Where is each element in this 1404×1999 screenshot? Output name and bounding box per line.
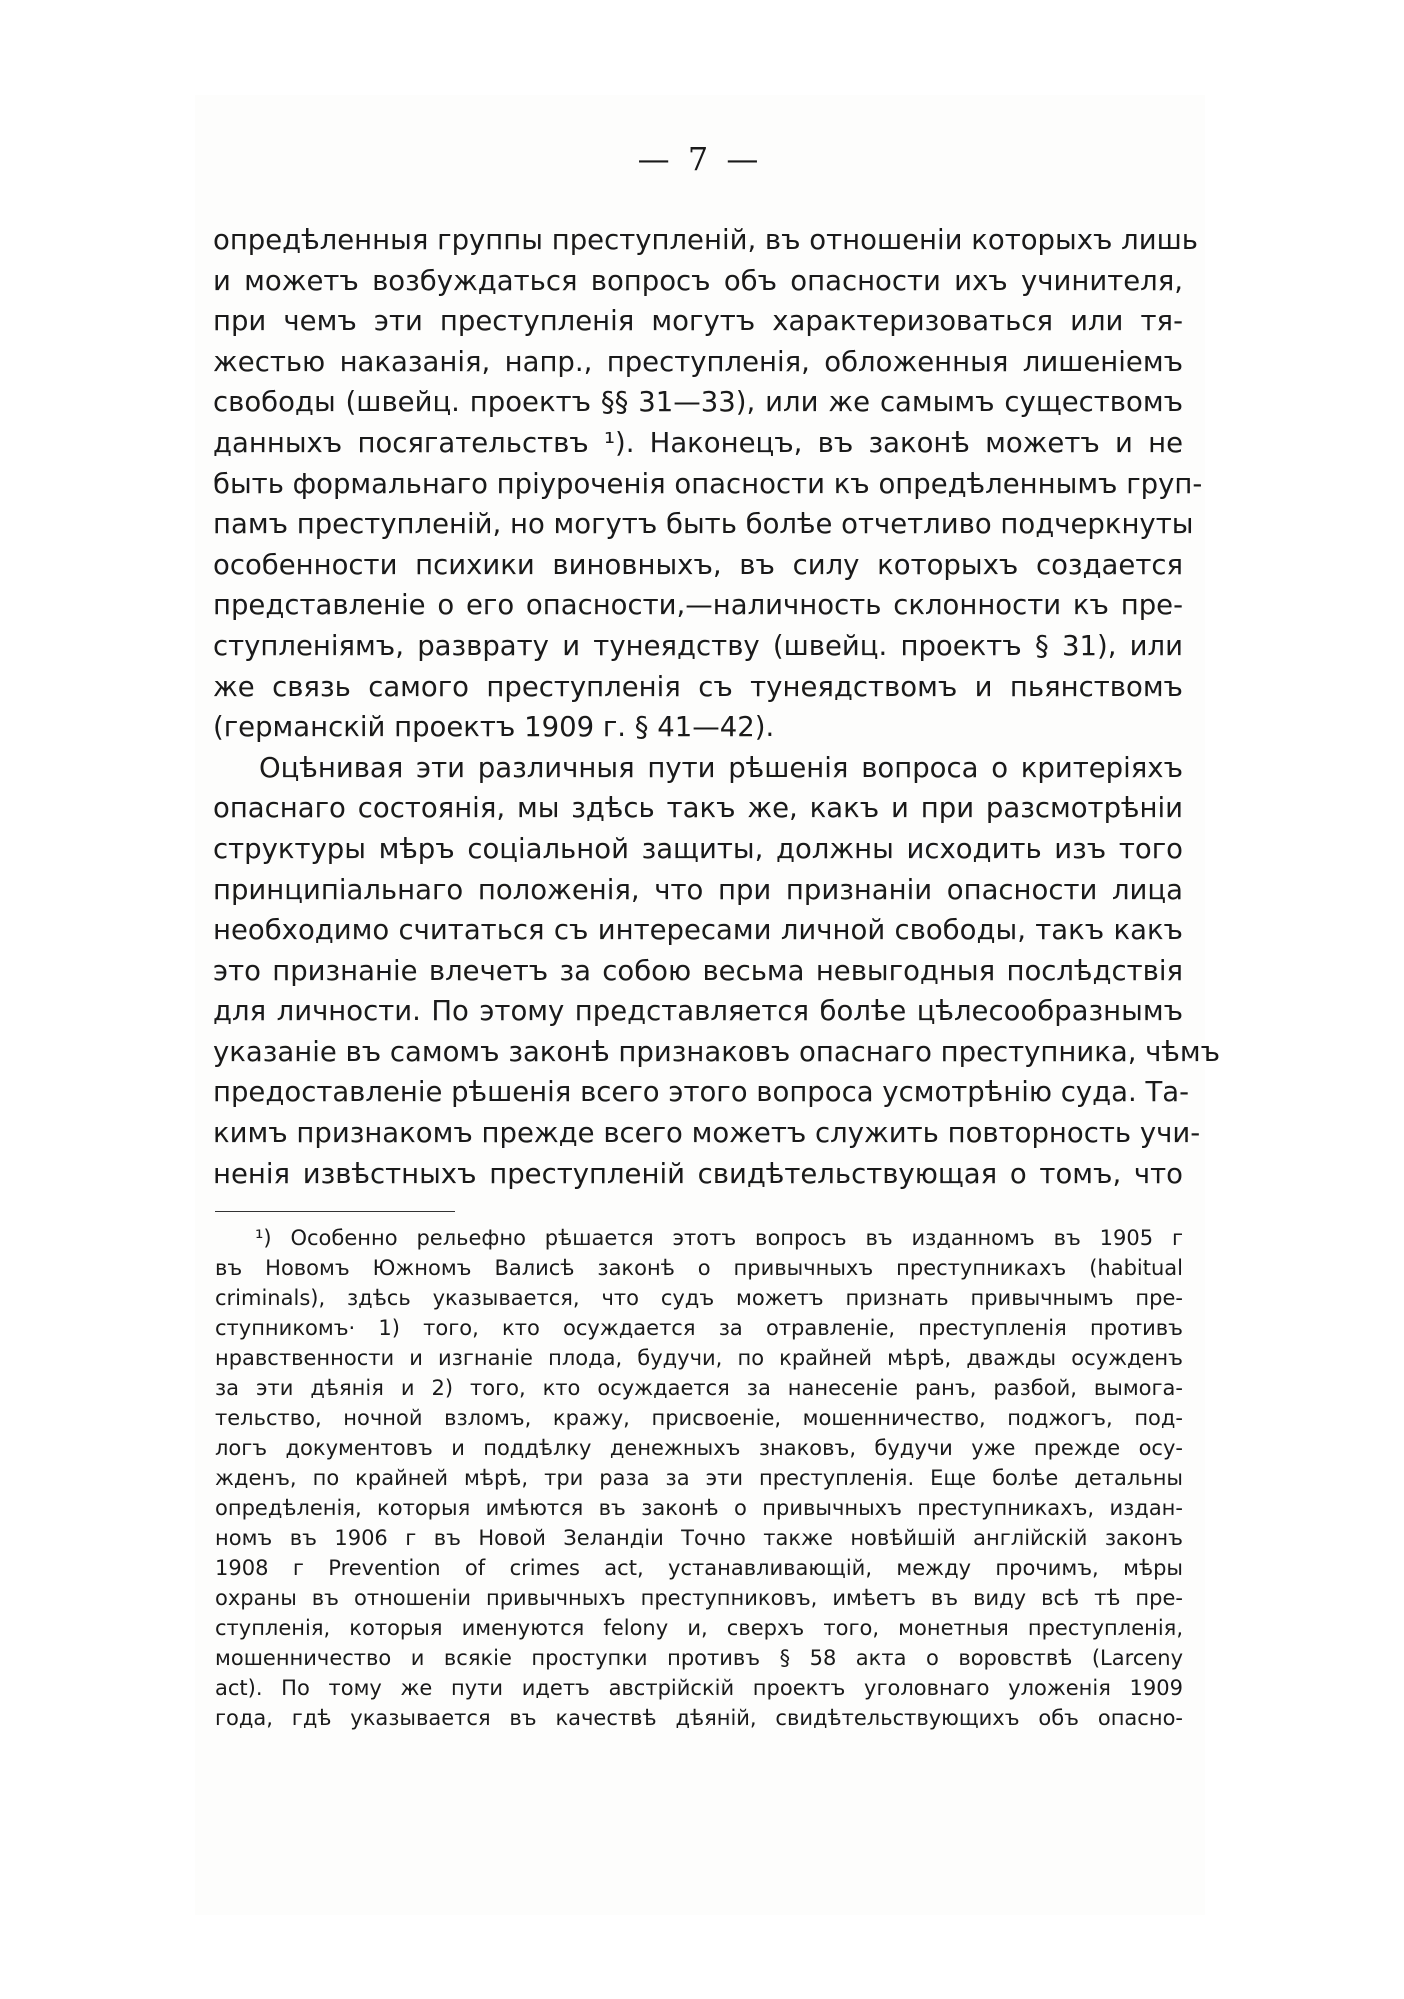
text-line: указаніе въ самомъ законѣ признаковъ опаснаго преступника, чѣмъ: [213, 1035, 1221, 1068]
footnote-line: ступникомъ· 1) того, кто осуждается за отравленіе, преступленія противъ: [215, 1316, 1183, 1340]
footnote-line: логъ документовъ и поддѣлку денежныхъ знаковъ, будучи уже прежде осу-: [215, 1436, 1183, 1460]
footnote-line: охраны въ отношеніи привычныхъ преступниковъ, имѣетъ въ виду всѣ тѣ пре-: [215, 1586, 1183, 1610]
text-line: предоставленіе рѣшенія всего этого вопроса усмотрѣнію суда. Та-: [213, 1076, 1190, 1109]
text-line: и можетъ возбуждаться вопросъ объ опасности ихъ учинителя,: [213, 264, 1183, 297]
text-line: памъ преступленій, но могутъ быть болѣе отчетливо подчеркнуты: [213, 508, 1194, 541]
text-line: представленіе о его опасности,—наличность склонности къ пре-: [213, 589, 1183, 622]
book-page: [195, 95, 1221, 1915]
footnote-line: жденъ, по крайней мѣрѣ, три раза за эти преступленія. Еще болѣе детальны: [215, 1466, 1183, 1490]
footnote-line: criminals), здѣсь указывается, что судъ можетъ признать привычнымъ пре-: [215, 1286, 1183, 1310]
text-line: быть формальнаго пріуроченія опасности къ опредѣленнымъ груп-: [213, 467, 1203, 500]
footnote-line: ¹) Особенно рельефно рѣшается этотъ вопросъ въ изданномъ въ 1905 г: [255, 1226, 1183, 1250]
footnote-line: 1908 г Prevention of crimes act, устанавливающій, между прочимъ, мѣры: [215, 1556, 1183, 1580]
text-line: жестью наказанія, напр., преступленія, обложенныя лишеніемъ: [213, 345, 1183, 378]
paragraph-1: [213, 220, 1203, 748]
text-line: необходимо считаться съ интересами личной свободы, такъ какъ: [213, 914, 1183, 947]
text-line: кимъ признакомъ прежде всего можетъ служить повторность учи-: [213, 1117, 1201, 1150]
text-line: при чемъ эти преступленія могутъ характеризоваться или тя-: [213, 305, 1183, 338]
text-line: свободы (швейц. проектъ §§ 31—33), или же самымъ существомъ: [213, 386, 1183, 419]
footnote-divider: [215, 1211, 455, 1212]
footnote-line: ступленія, которыя именуются felony и, сверхъ того, монетныя преступленія,: [215, 1616, 1183, 1640]
text-line: ступленіямъ, разврату и тунеядству (швейц. проектъ § 31), или: [213, 629, 1183, 662]
text-line: ненія извѣстныхъ преступленій свидѣтельствующая о томъ, что: [213, 1157, 1183, 1190]
text-line: же связь самого преступленія съ тунеядствомъ и пьянствомъ: [213, 670, 1183, 703]
footnote: [215, 1223, 1183, 1733]
text-line: опаснаго состоянія, мы здѣсь такъ же, какъ и при разсмотрѣніи: [213, 792, 1183, 825]
text-line: для личности. По этому представляется болѣе цѣлесообразнымъ: [213, 995, 1183, 1028]
footnote-line: въ Новомъ Южномъ Валисѣ законѣ о привычныхъ преступникахъ (habitual: [215, 1256, 1183, 1280]
footnote-line: act). По тому же пути идетъ австрійскій проектъ уголовнаго уложенія 1909: [215, 1676, 1183, 1700]
footnote-line: за эти дѣянія и 2) того, кто осуждается за нанесеніе ранъ, разбой, вымога-: [215, 1376, 1183, 1400]
footnote-line: тельство, ночной взломъ, кражу, присвоеніе, мошенничество, поджогъ, под-: [215, 1406, 1183, 1430]
footnote-line: номъ въ 1906 г въ Новой Зеландіи Точно также новѣйшій англійскій законъ: [215, 1526, 1183, 1550]
text-line: особенности психики виновныхъ, въ силу которыхъ создается: [213, 548, 1183, 581]
text-line: опредѣленныя группы преступленій, въ отношеніи которыхъ лишь: [213, 224, 1198, 256]
text-line: (германскій проектъ 1909 г. § 41—42).: [213, 711, 775, 744]
text-line: Оцѣнивая эти различныя пути рѣшенія вопроса о критеріяхъ: [259, 751, 1183, 784]
footnote-line: мошенничество и всякіе проступки противъ § 58 акта о воровствѣ (Larceny: [215, 1646, 1183, 1670]
text-line: это признаніе влечетъ за собою весьма невыгодныя послѣдствія: [213, 954, 1183, 987]
text-line: принципіальнаго положенія, что при признаніи опасности лица: [213, 873, 1183, 906]
footnote-line: года, гдѣ указывается въ качествѣ дѣяній, свидѣтельствующихъ объ опасно-: [215, 1706, 1183, 1730]
text-line: данныхъ посягательствъ ¹). Наконецъ, въ законѣ можетъ и не: [213, 426, 1183, 459]
main-text: [213, 220, 1221, 1194]
footnote-line: опредѣленія, которыя имѣются въ законѣ о привычныхъ преступникахъ, издан-: [215, 1496, 1183, 1520]
page-number: — 7 —: [637, 140, 763, 178]
footnote-line: нравственности и изгнаніе плода, будучи, по крайней мѣрѣ, дважды осужденъ: [215, 1346, 1183, 1370]
text-line: структуры мѣръ соціальной защиты, должны исходить изъ того: [213, 832, 1183, 865]
paragraph-2: [213, 748, 1221, 1195]
